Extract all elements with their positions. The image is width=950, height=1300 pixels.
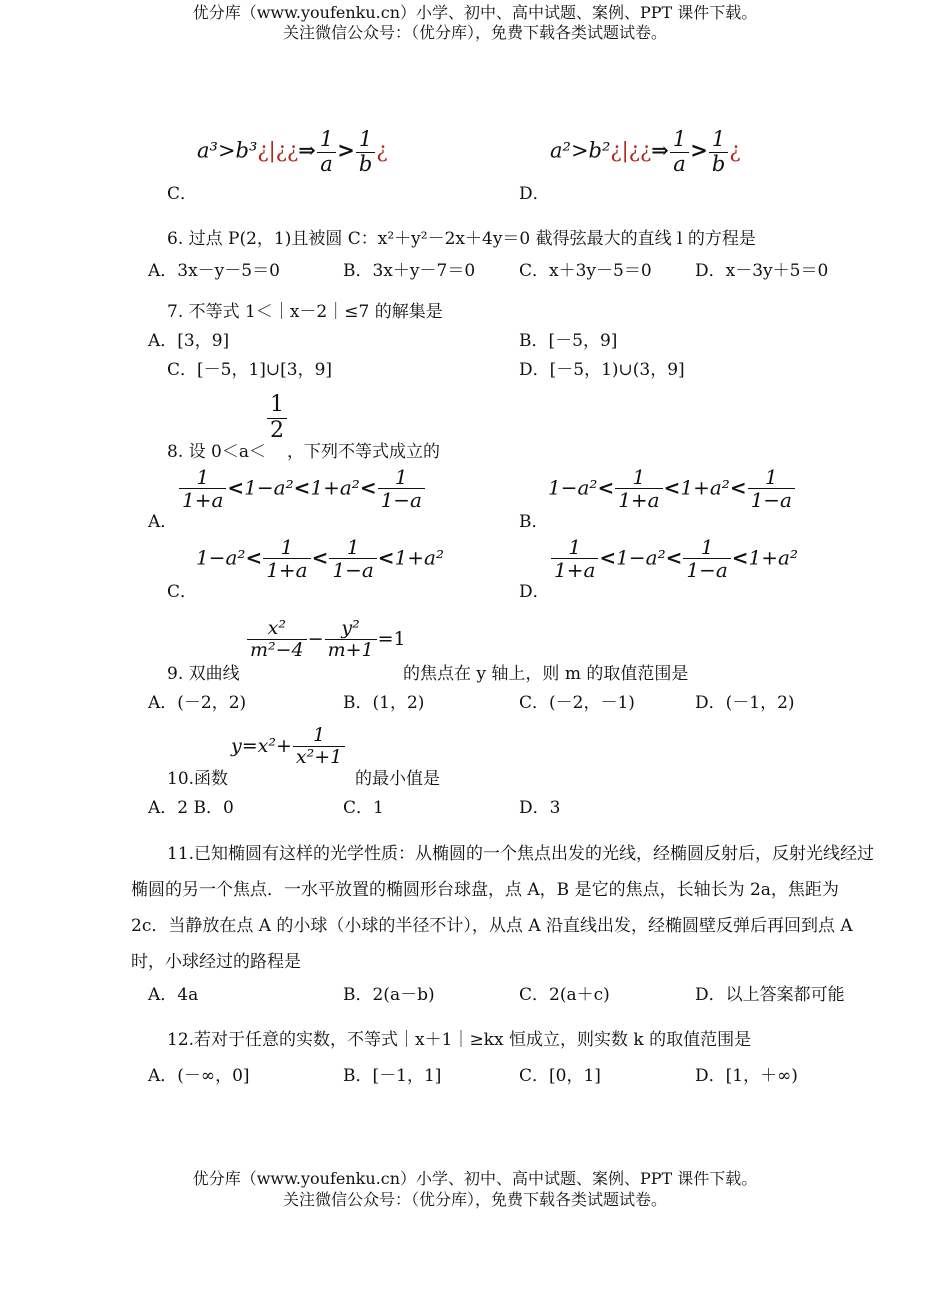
q8-option-c-formula	[196, 536, 444, 582]
q8c-n3: 1	[346, 535, 360, 559]
q11-option-c: C．2(a＋c)	[519, 985, 610, 1005]
q5-d-den1: a	[670, 152, 689, 177]
q9-num1: x²	[267, 617, 286, 639]
q9-option-b: B．(1，2)	[343, 693, 425, 713]
q9-minus: −	[307, 627, 324, 650]
q11-option-a: A．4a	[148, 985, 199, 1005]
q11-option-d: D．以上答案都可能	[695, 985, 845, 1005]
q8a-d1: 1+a	[179, 488, 226, 511]
q7-stem: 7. 不等式 1＜｜x－2｜≤7 的解集是	[167, 302, 443, 322]
q9-den2: m+1	[325, 639, 377, 661]
q6-option-a: A．3x－y－5＝0	[148, 261, 280, 281]
q8b-lt2: <	[663, 475, 681, 500]
q5-d-gt: >	[690, 137, 708, 163]
q8-option-b-formula	[548, 466, 796, 512]
page-footer-line1: 优分库（www.youfenku.cn）小学、初中、高中试题、案例、PPT 课件下载。	[192, 1169, 758, 1188]
q12-option-c: C．[0，1]	[519, 1066, 601, 1086]
q9-stem-b: 的焦点在 y 轴上，则 m 的取值范围是	[403, 664, 689, 684]
q6-option-b: B．3x＋y－7＝0	[343, 261, 476, 281]
q12-option-b: B．[－1，1]	[343, 1066, 442, 1086]
q8d-t2: 1−a²	[616, 545, 666, 570]
q9-den1: m²−4	[247, 639, 307, 661]
q8b-d2: 1+a	[615, 488, 662, 511]
q5-option-d-label: D．	[519, 184, 550, 204]
q8-option-d-label: D．	[519, 582, 550, 602]
q8d-n1: 1	[568, 535, 582, 559]
q7-option-c: C．[－5，1]∪[3，9]	[167, 360, 333, 380]
q10-option-d: D．3	[519, 798, 561, 818]
q10-stem-a: 10.函数	[167, 769, 229, 789]
q8-half-num: 1	[270, 392, 284, 417]
q5-d-den2: b	[709, 152, 728, 177]
q5-d-num2: 1	[711, 127, 726, 151]
q10-lhs: y=x²+	[231, 734, 292, 757]
q9-option-c: C．(－2，－1)	[519, 693, 635, 713]
q6-option-d: D．x－3y＋5＝0	[695, 261, 829, 281]
q5-d-left: a²>b²	[550, 138, 611, 163]
q8a-n4: 1	[394, 465, 408, 489]
q12-option-d: D．[1，＋∞)	[695, 1066, 798, 1086]
q10-den: x²+1	[293, 746, 345, 768]
q8c-d2: 1+a	[263, 558, 310, 581]
q9-hyperbola-formula	[246, 618, 406, 662]
q8c-lt3: <	[377, 545, 395, 570]
q8b-lt1: <	[597, 475, 615, 500]
q8c-t4: 1+a²	[394, 545, 444, 570]
q8b-n2: 1	[632, 465, 646, 489]
q10-option-ab: A．2 B．0	[148, 798, 234, 818]
q8c-d3: 1−a	[329, 558, 376, 581]
q5-c-den1: a	[317, 152, 336, 177]
q5-c-num1: 1	[319, 127, 334, 151]
q8d-d3: 1−a	[683, 558, 730, 581]
q9-stem-a: 9. 双曲线	[167, 664, 240, 684]
q8c-lt2: <	[311, 545, 329, 570]
q8b-d4: 1−a	[748, 488, 795, 511]
q5-d-tail: ¿	[729, 138, 741, 163]
q5-c-gt: >	[337, 137, 355, 163]
q8a-lt1: <	[227, 475, 245, 500]
q8d-d1: 1+a	[551, 558, 598, 581]
q5-c-num2: 1	[358, 127, 373, 151]
q8a-n1: 1	[196, 465, 210, 489]
page-footer-line2: 关注微信公众号：（优分库），免费下载各类试题试卷。	[282, 1190, 667, 1209]
q8-half-fraction	[266, 393, 288, 443]
q7-option-b: B．[－5，9]	[519, 331, 618, 351]
q10-option-c: C．1	[343, 798, 384, 818]
q11-option-b: B．2(a－b)	[343, 985, 435, 1005]
q5-d-arrow: ⇒	[651, 137, 669, 163]
q9-option-d: D．(－1，2)	[695, 693, 795, 713]
q8c-t1: 1−a²	[196, 545, 246, 570]
q8b-lt3: <	[729, 475, 747, 500]
q6-stem: 6. 过点 P(2，1)且被圆 C：x²＋y²－2x＋4y＝0 截得弦最大的直线 l 的方程是	[167, 229, 756, 249]
q8b-t3: 1+a²	[680, 475, 730, 500]
q8a-t3: 1+a²	[310, 475, 360, 500]
q8d-lt1: <	[599, 545, 617, 570]
q8-stem-a: 8. 设 0＜a＜	[167, 442, 266, 462]
q11-stem: 11.已知椭圆有这样的光学性质：从椭圆的一个焦点出发的光线，经椭圆反射后，反射光线经过椭圆的另一个焦点．一水平放置的椭圆形台球盘，点 A，B 是它的焦点，长轴长为 2a，焦距为 2c．当静放在点 A 的小球（小球的半径不计），从点 A 沿直线出发，经椭圆壁反弹后再回到点 A 时，小球经过的路程是	[131, 844, 875, 972]
q12-option-a: A．(－∞，0]	[148, 1066, 250, 1086]
q8-option-d-formula	[550, 536, 798, 582]
q8d-lt2: <	[665, 545, 683, 570]
q5-d-num1: 1	[672, 127, 687, 151]
q12-stem: 12.若对于任意的实数，不等式｜x＋1｜≥kx 恒成立，则实数 k 的取值范围是	[167, 1030, 752, 1050]
q8a-lt3: <	[359, 475, 377, 500]
q8c-n2: 1	[280, 535, 294, 559]
q6-option-c: C．x＋3y－5＝0	[519, 261, 652, 281]
q5-option-d-formula	[550, 128, 741, 176]
q8a-lt2: <	[293, 475, 311, 500]
q5-c-garble: ¿|¿¿	[257, 138, 299, 163]
q8d-t4: 1+a²	[748, 545, 798, 570]
q10-function-formula	[231, 725, 346, 769]
q5-option-c-label: C．	[167, 184, 198, 204]
q8-option-b-label: B．	[519, 512, 549, 532]
q8d-n3: 1	[700, 535, 714, 559]
q8-option-a-label: A．	[148, 512, 178, 532]
q5-c-left: a³>b³	[197, 138, 258, 163]
q7-option-d: D．[－5，1)∪(3，9]	[519, 360, 685, 380]
q9-option-a: A．(－2，2)	[148, 693, 247, 713]
page-header-line2: 关注微信公众号：（优分库），免费下载各类试题试卷。	[282, 23, 667, 42]
q8-stem-b: ，下列不等式成立的	[287, 442, 440, 462]
q5-d-garble: ¿|¿¿	[610, 138, 652, 163]
q7-option-a: A．[3，9]	[148, 331, 230, 351]
q8-option-c-label: C．	[167, 582, 198, 602]
q8b-n4: 1	[764, 465, 778, 489]
q5-c-arrow: ⇒	[298, 137, 316, 163]
q5-c-tail: ¿	[376, 138, 388, 163]
q8b-t1: 1−a²	[548, 475, 598, 500]
q9-eq: =1	[377, 627, 406, 650]
q9-num2: y²	[341, 617, 360, 639]
q8-option-a-formula	[178, 466, 426, 512]
q8a-t2: 1−a²	[244, 475, 294, 500]
q5-c-den2: b	[356, 152, 375, 177]
q8-half-den: 2	[267, 418, 287, 444]
q8d-lt3: <	[731, 545, 749, 570]
q5-option-c-formula	[197, 128, 388, 176]
q8c-lt1: <	[245, 545, 263, 570]
page-header-line1: 优分库（www.youfenku.cn）小学、初中、高中试题、案例、PPT 课件下载。	[192, 3, 758, 22]
q8a-d4: 1−a	[378, 488, 425, 511]
q10-stem-b: 的最小值是	[355, 769, 440, 789]
q10-num: 1	[313, 724, 326, 746]
